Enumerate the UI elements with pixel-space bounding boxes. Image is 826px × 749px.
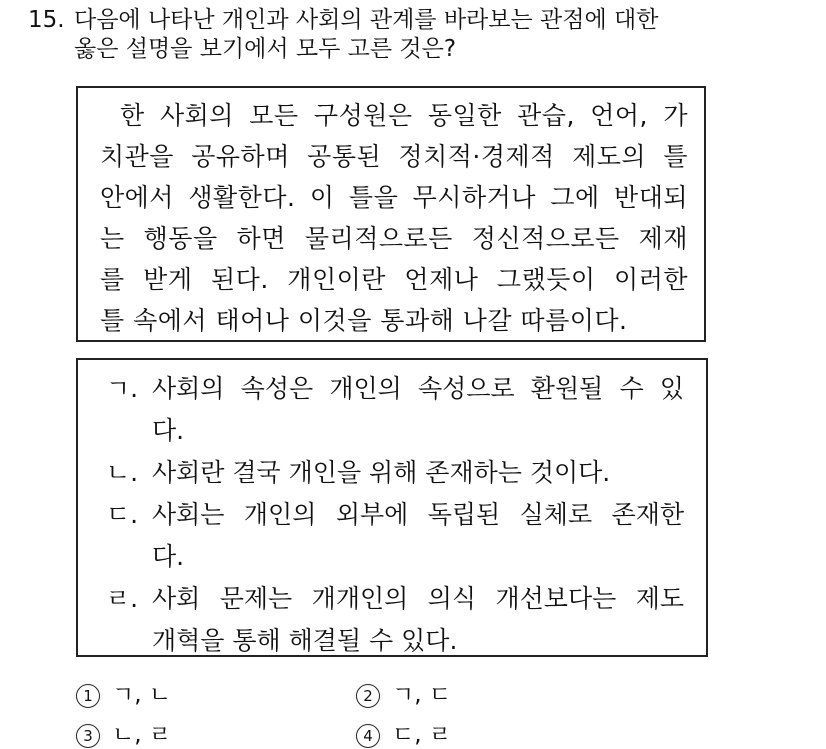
statement-text: 사회의 속성은 개인의 속성으로 환원될 수 있 (152, 374, 684, 403)
answer-number: 3 (76, 724, 100, 748)
statement-marker: ㄴ. (106, 458, 139, 487)
question-line-1 (28, 6, 808, 35)
statement-text: 사회란 결국 개인을 위해 존재하는 것이다. (152, 458, 611, 487)
answer-option-4[interactable] (356, 716, 451, 749)
statement-text: 개혁을 통해 해결될 수 있다. (152, 626, 458, 655)
answer-option-3[interactable] (76, 716, 171, 749)
passage-line: 안에서 생활한다. 이 틀을 무시하거나 그에 반대되 (100, 183, 688, 212)
passage-line: 한 사회의 모든 구성원은 동일한 관습, 언어, 가 (120, 101, 688, 130)
answer-text: ㄷ, ㄹ (392, 722, 452, 748)
answer-number: 4 (356, 724, 380, 748)
statement-item (106, 368, 684, 452)
statement-item (106, 578, 684, 662)
question-number: 15. (28, 7, 65, 33)
statement-text: 사회는 개인의 외부에 독립된 실체로 존재한 (152, 500, 684, 529)
statements-box (76, 358, 708, 657)
passage-line: 틀 속에서 태어나 이것을 통과해 나갈 따름이다. (100, 306, 628, 335)
statement-marker: ㄱ. (106, 374, 139, 403)
statement-marker: ㄷ. (106, 500, 139, 529)
answer-text: ㄱ, ㄷ (392, 682, 452, 708)
answer-text: ㄱ, ㄴ (112, 682, 172, 708)
answer-number: 1 (76, 684, 100, 708)
statement-item (106, 494, 684, 578)
statement-text: 다. (152, 542, 185, 571)
answer-option-2[interactable] (356, 676, 451, 709)
question-line-2: 옳은 설명을 보기에서 모두 고른 것은? (74, 36, 457, 62)
statement-marker: ㄹ. (106, 584, 139, 613)
statement-text: 사회 문제는 개개인의 의식 개선보다는 제도 (152, 584, 684, 613)
statement-item (106, 452, 684, 494)
answer-number: 2 (356, 684, 380, 708)
question-stem (28, 6, 808, 64)
passage-line: 치관을 공유하며 공통된 정치적·경제적 제도의 틀 (100, 142, 688, 171)
answer-option-1[interactable] (76, 676, 171, 709)
passage-box (76, 86, 706, 342)
passage-line: 를 받게 된다. 개인이란 언제나 그랬듯이 이러한 (100, 265, 688, 294)
question-text-1: 다음에 나타난 개인과 사회의 관계를 바라보는 관점에 대한 (74, 7, 659, 33)
statement-text: 다. (152, 416, 185, 445)
passage-line: 는 행동을 하면 물리적으로든 정신적으로든 제재 (100, 224, 688, 253)
answer-text: ㄴ, ㄹ (112, 722, 172, 748)
